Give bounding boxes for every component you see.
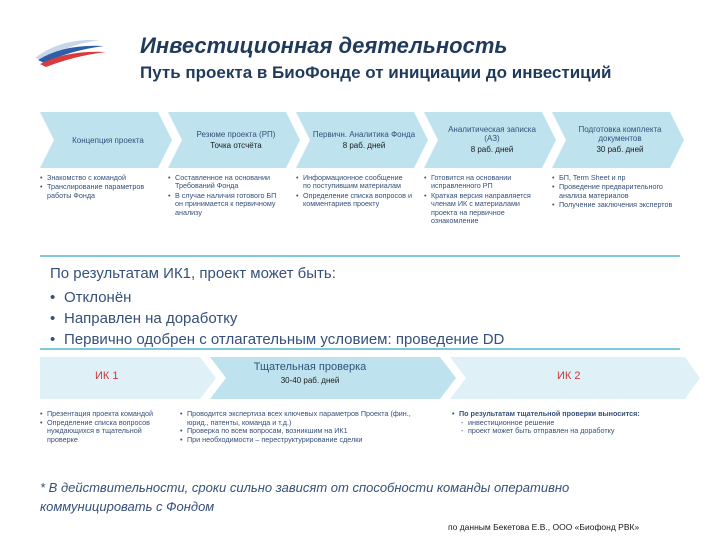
list-item: • Презентация проекта командой: [40, 410, 170, 419]
list-item: • Направлен на доработку: [50, 308, 504, 329]
page-title: Инвестиционная деятельность: [140, 33, 508, 58]
stage-4-title: Аналитическая записка (АЗ): [448, 125, 536, 143]
review-bullets: [180, 410, 420, 444]
source-note: по данным Бекетова Е.В., ООО «Биофонд РВК»: [448, 522, 640, 532]
ik1-label: ИК 1: [95, 370, 119, 382]
stage-chevron-row: [40, 112, 700, 168]
stage-4-bullets: [424, 174, 546, 226]
list-item: • Определение списка вопросов и комментариев проекту: [296, 192, 412, 209]
review-stage: [225, 361, 395, 385]
stage-2-bullets: [168, 174, 284, 218]
ik2-label: ИК 2: [557, 370, 581, 382]
stage-5-bullets: [552, 174, 676, 211]
stage-1: [56, 112, 160, 168]
list-item: • Составленное на основании Требований Фонда: [168, 174, 284, 191]
list-item: • Определение списка вопросов нуждающихся в тщательной проверке: [40, 419, 170, 445]
ik1-result-heading: По результатам ИК1, проект может быть:: [50, 265, 336, 282]
list-item: • Первично одобрен с отлагательным условием: проведение DD: [50, 329, 504, 350]
list-item: • Знакомство с командой: [40, 174, 162, 182]
stage-5-time: 30 раб. дней: [596, 145, 644, 154]
list-item: • Проверка по всем вопросам, возникшим на ИК1: [180, 427, 420, 436]
list-item: - проект может быть отправлен на доработку: [452, 427, 662, 436]
list-item: - инвестиционное решение: [452, 419, 662, 428]
stage-2-time: Точка отсчёта: [210, 140, 262, 150]
biofund-logo: [30, 30, 110, 70]
list-item: • Получение заключения экспертов: [552, 201, 676, 209]
stage-2-title: Резюме проекта (РП): [196, 129, 276, 139]
list-item: • При необходимости – переструктурирование сделки: [180, 436, 420, 445]
ik2-bullets-heading: • По результатам тщательной проверки выносится:: [452, 410, 662, 419]
list-item: • Проводится экспертиза всех ключевых параметров Проекта (фин., юрид., патенты, команда и т.д.): [180, 410, 420, 427]
list-item: • В случае наличия готового БП он принимается к первичному анализу: [168, 192, 284, 217]
stage-3-bullets: [296, 174, 412, 210]
list-item: • Проведение предварительного анализа материалов: [552, 183, 676, 200]
ik1-result-box: [40, 255, 680, 350]
stage-4: [440, 112, 544, 168]
footnote: * В действительности, сроки сильно зависят от способности команды оперативно коммуницировать с Фондом: [40, 480, 570, 514]
list-item: • Краткая версия направляется членам ИК с материалами проекта на первичное ознакомление: [424, 192, 546, 226]
stage-1-bullets: [40, 174, 162, 201]
page-subtitle: Путь проекта в БиоФонде от инициации до инвестиций: [140, 63, 612, 82]
stage-5-title: Подготовка комплекта документов: [578, 125, 662, 143]
review-chevron-row: [40, 357, 700, 399]
stage-5: [568, 112, 672, 168]
stage-4-time: 8 раб. дней: [470, 145, 514, 154]
ik2-bullets: [452, 410, 662, 436]
stage-3-time: 8 раб. дней: [342, 140, 386, 150]
list-item: • БП, Term Sheet и пр: [552, 174, 676, 182]
ik1-chevron: [40, 357, 216, 399]
stage-3-title: Первичн. Аналитика Фонда: [312, 129, 416, 139]
stage-1-title: Концепция проекта: [72, 135, 144, 145]
ik1-bullets: [40, 410, 170, 444]
list-item: • Транслирование параметров работы Фонда: [40, 183, 162, 200]
list-item: • Готовится на основании исправленного РП: [424, 174, 546, 191]
ik2-sub-list: [452, 419, 662, 436]
list-item: • Информационное сообщение по поступившим материалам: [296, 174, 412, 191]
stage-2: [184, 112, 288, 168]
review-time: 30-40 раб. дней: [280, 376, 340, 385]
list-item: • Отклонён: [50, 287, 504, 308]
ik1-result-list: [50, 287, 504, 350]
review-title: Тщательная проверка: [253, 361, 367, 373]
stage-3: [312, 112, 416, 168]
